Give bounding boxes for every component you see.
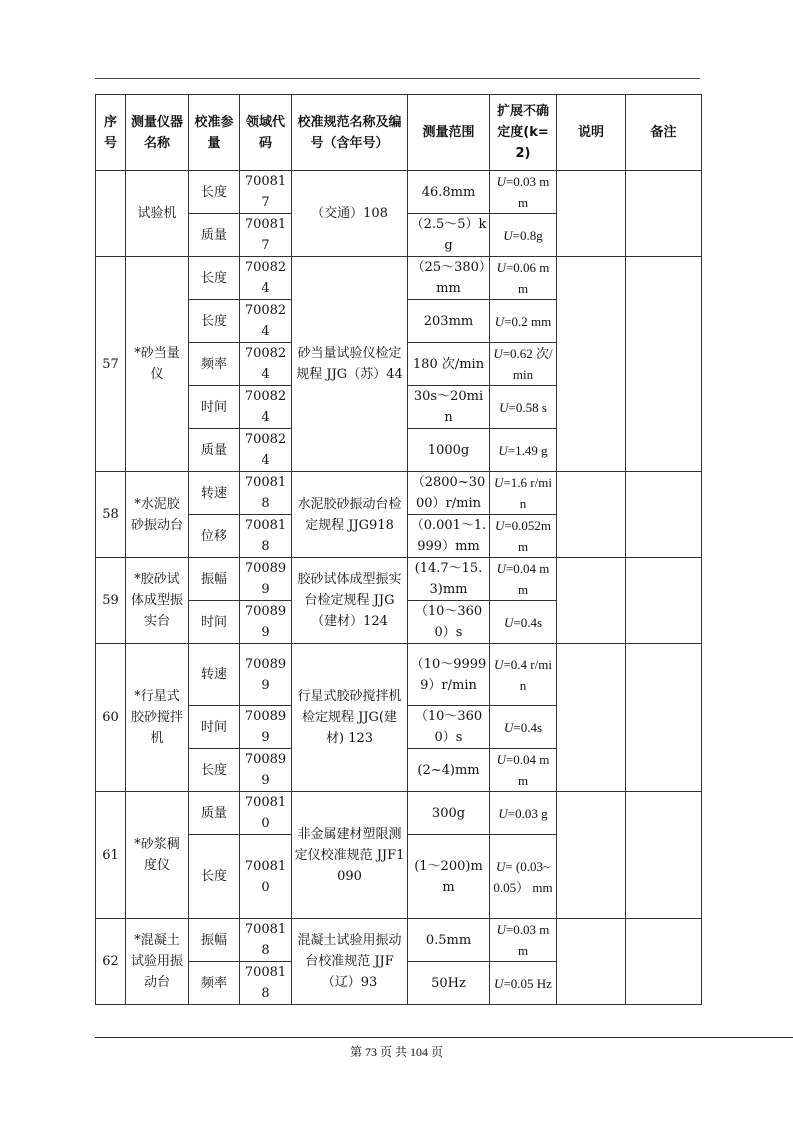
param-cell: 质量: [189, 429, 240, 472]
instrument-cell: 试验机: [126, 171, 189, 257]
uncertainty-cell: U=0.052mm: [490, 515, 557, 558]
explain-cell: [557, 472, 626, 558]
explain-cell: [557, 558, 626, 644]
remark-cell: [626, 558, 702, 644]
param-cell: 频率: [189, 962, 240, 1005]
header-spec: 校准规范名称及编号（含年号）: [292, 95, 408, 171]
range-cell: （10～99999）r/min: [408, 644, 490, 706]
instrument-cell: *胶砂试体成型振实台: [126, 558, 189, 644]
code-cell: 700810: [240, 792, 292, 835]
code-cell: 700899: [240, 558, 292, 601]
uncertainty-cell: U= (0.03~0.05） mm: [490, 835, 557, 919]
spec-cell: 水泥胶砂振动台检定规程 JJG918: [292, 472, 408, 558]
instrument-cell: *行星式胶砂搅拌机: [126, 644, 189, 792]
param-cell: 质量: [189, 214, 240, 257]
explain-cell: [557, 919, 626, 1005]
param-cell: 转速: [189, 644, 240, 706]
uncertainty-cell: U=0.05 Hz: [490, 962, 557, 1005]
code-cell: 700899: [240, 749, 292, 792]
remark-cell: [626, 919, 702, 1005]
page-number: 第 73 页 共 104 页: [349, 1045, 443, 1059]
code-cell: 700899: [240, 706, 292, 749]
remark-cell: [626, 257, 702, 472]
table-header-row: [96, 95, 702, 171]
param-cell: 长度: [189, 257, 240, 300]
param-cell: 质量: [189, 792, 240, 835]
uncertainty-cell: U=0.04 mm: [490, 749, 557, 792]
uncertainty-cell: U=0.4s: [490, 706, 557, 749]
seq-cell: 59: [96, 558, 126, 644]
table-row: [96, 644, 702, 706]
instrument-cell: *水泥胶砂振动台: [126, 472, 189, 558]
param-cell: 振幅: [189, 919, 240, 962]
spec-cell: 行星式胶砂搅拌机检定规程 JJG(建材) 123: [292, 644, 408, 792]
instrument-cell: *砂当量仪: [126, 257, 189, 472]
code-cell: 700818: [240, 962, 292, 1005]
code-cell: 700824: [240, 257, 292, 300]
spec-cell: 非金属建材塑限测定仪校准规范 JJF1090: [292, 792, 408, 919]
range-cell: （2.5～5）kg: [408, 214, 490, 257]
param-cell: 时间: [189, 601, 240, 644]
table-row: [96, 558, 702, 601]
uncertainty-cell: U=0.62 次/min: [490, 343, 557, 386]
param-cell: 时间: [189, 706, 240, 749]
table-row: [96, 171, 702, 214]
range-cell: (2~4)mm: [408, 749, 490, 792]
param-cell: 振幅: [189, 558, 240, 601]
seq-cell: 62: [96, 919, 126, 1005]
seq-cell: [96, 171, 126, 257]
range-cell: （25～380）mm: [408, 257, 490, 300]
uncertainty-cell: U=1.6 r/min: [490, 472, 557, 515]
param-cell: 长度: [189, 171, 240, 214]
header-rule: [95, 78, 700, 79]
range-cell: 30s～20min: [408, 386, 490, 429]
param-cell: 转速: [189, 472, 240, 515]
param-cell: 时间: [189, 386, 240, 429]
remark-cell: [626, 472, 702, 558]
uncertainty-cell: U=0.04 mm: [490, 558, 557, 601]
remark-cell: [626, 792, 702, 919]
range-cell: 46.8mm: [408, 171, 490, 214]
param-cell: 长度: [189, 749, 240, 792]
header-param: 校准参量: [189, 95, 240, 171]
uncertainty-cell: U=0.03 mm: [490, 171, 557, 214]
param-cell: 位移: [189, 515, 240, 558]
range-cell: （0.001～1.999）mm: [408, 515, 490, 558]
range-cell: 203mm: [408, 300, 490, 343]
range-cell: 50Hz: [408, 962, 490, 1005]
uncertainty-cell: U=0.4 r/min: [490, 644, 557, 706]
header-domain-code: 领域代码: [240, 95, 292, 171]
param-cell: 长度: [189, 835, 240, 919]
table-row: [96, 257, 702, 300]
range-cell: 1000g: [408, 429, 490, 472]
header-remark: 备注: [626, 95, 702, 171]
calibration-table: [95, 94, 702, 1005]
explain-cell: [557, 792, 626, 919]
code-cell: 700817: [240, 214, 292, 257]
instrument-cell: *混凝土试验用振动台: [126, 919, 189, 1005]
code-cell: 700810: [240, 835, 292, 919]
range-cell: (14.7～15.3)mm: [408, 558, 490, 601]
param-cell: 长度: [189, 300, 240, 343]
table-row: [96, 472, 702, 515]
code-cell: 700818: [240, 919, 292, 962]
spec-cell: 混凝土试验用振动台校准规范 JJF（辽）93: [292, 919, 408, 1005]
uncertainty-cell: U=0.03 g: [490, 792, 557, 835]
remark-cell: [626, 171, 702, 257]
code-cell: 700824: [240, 343, 292, 386]
header-instrument: 测量仪器名称: [126, 95, 189, 171]
range-cell: 300g: [408, 792, 490, 835]
range-cell: （10～3600）s: [408, 706, 490, 749]
uncertainty-cell: U=0.2 mm: [490, 300, 557, 343]
seq-cell: 57: [96, 257, 126, 472]
instrument-cell: *砂浆稠度仪: [126, 792, 189, 919]
uncertainty-cell: U=1.49 g: [490, 429, 557, 472]
header-seq: 序号: [96, 95, 126, 171]
range-cell: (1～200)mm: [408, 835, 490, 919]
range-cell: （10～3600）s: [408, 601, 490, 644]
code-cell: 700899: [240, 644, 292, 706]
explain-cell: [557, 644, 626, 792]
header-explain: 说明: [557, 95, 626, 171]
uncertainty-cell: U=0.4s: [490, 601, 557, 644]
uncertainty-cell: U=0.03 mm: [490, 919, 557, 962]
spec-cell: 砂当量试验仪检定规程 JJG（苏）44: [292, 257, 408, 472]
uncertainty-cell: U=0.8g: [490, 214, 557, 257]
code-cell: 700817: [240, 171, 292, 214]
code-cell: 700824: [240, 429, 292, 472]
table-row: [96, 919, 702, 962]
code-cell: 700818: [240, 472, 292, 515]
seq-cell: 58: [96, 472, 126, 558]
code-cell: 700824: [240, 300, 292, 343]
seq-cell: 61: [96, 792, 126, 919]
header-uncertainty: 扩展不确定度(k=2): [490, 95, 557, 171]
uncertainty-cell: U=0.06 mm: [490, 257, 557, 300]
header-range: 测量范围: [408, 95, 490, 171]
range-cell: 0.5mm: [408, 919, 490, 962]
spec-cell: 胶砂试体成型振实台检定规程 JJG（建材）124: [292, 558, 408, 644]
explain-cell: [557, 257, 626, 472]
param-cell: 频率: [189, 343, 240, 386]
remark-cell: [626, 644, 702, 792]
seq-cell: 60: [96, 644, 126, 792]
footer-rule: [95, 1037, 793, 1038]
code-cell: 700899: [240, 601, 292, 644]
code-cell: 700824: [240, 386, 292, 429]
spec-cell: （交通）108: [292, 171, 408, 257]
range-cell: （2800~3000）r/min: [408, 472, 490, 515]
code-cell: 700818: [240, 515, 292, 558]
table-row: [96, 792, 702, 835]
uncertainty-cell: U=0.58 s: [490, 386, 557, 429]
range-cell: 180 次/min: [408, 343, 490, 386]
explain-cell: [557, 171, 626, 257]
